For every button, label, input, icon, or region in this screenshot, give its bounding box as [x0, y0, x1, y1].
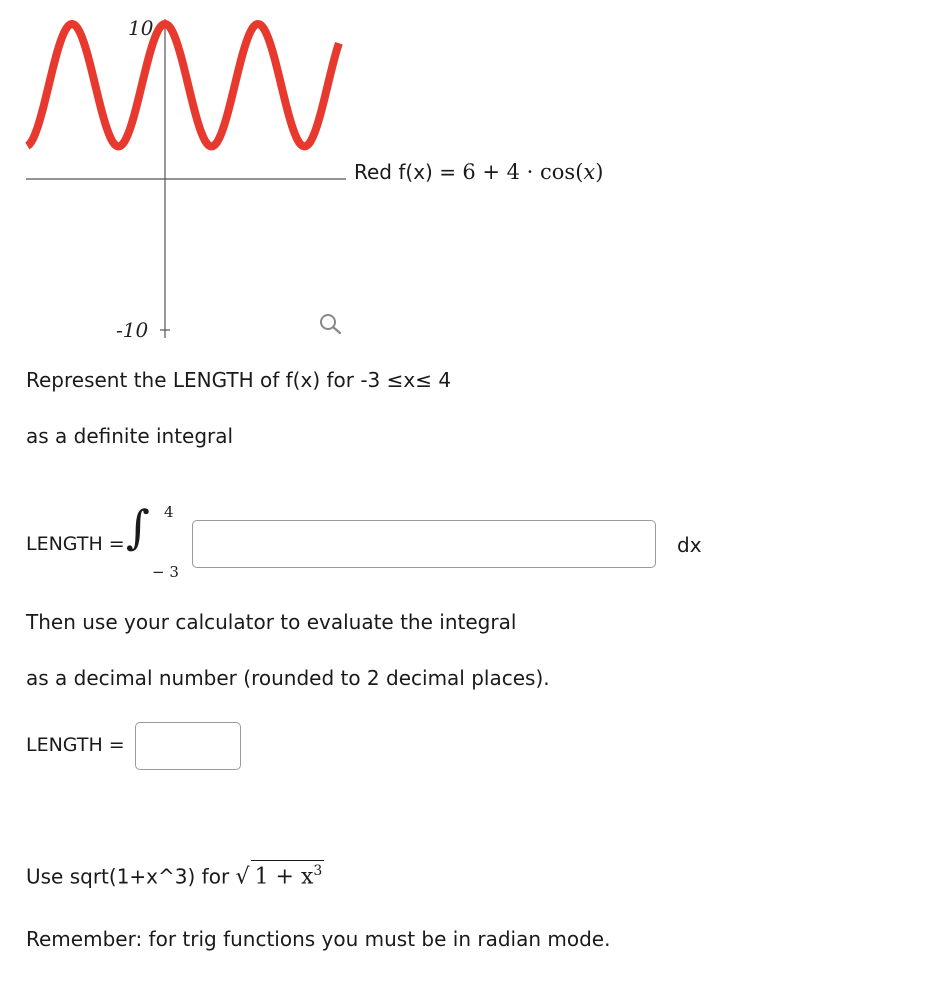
- sqrt-expression: [236, 860, 325, 889]
- red-curve: [27, 24, 339, 146]
- prompt-line-1: Represent the LENGTH of f(x) for -3 ≤x≤ 4: [26, 368, 452, 392]
- evaluate-line-1: Then use your calculator to evaluate the integral: [26, 610, 517, 634]
- sqrt-exponent: 3: [313, 863, 323, 879]
- magnifier-icon[interactable]: [318, 312, 346, 338]
- function-graph: [0, 0, 360, 345]
- y-max-label: 10: [128, 16, 154, 40]
- radian-reminder: Remember: for trig functions you must be in radian mode.: [26, 927, 611, 951]
- integral-upper-limit: 4: [164, 503, 174, 521]
- legend-prefix: Red f(x) =: [354, 160, 456, 184]
- sqrt-radicand: 1 + x: [254, 864, 314, 890]
- differential-dx: dx: [677, 533, 702, 557]
- radical-sign: √: [235, 864, 250, 890]
- sqrt-hint: [26, 860, 324, 889]
- evaluate-line-2: as a decimal number (rounded to 2 decimal places).: [26, 666, 550, 690]
- legend-expression: 6 + 4 · cos(x): [462, 160, 604, 184]
- integrand-input[interactable]: [192, 520, 656, 568]
- decimal-answer-input[interactable]: [135, 722, 241, 770]
- graph-legend: [354, 160, 603, 184]
- integral-sign: ∫: [126, 500, 150, 554]
- y-min-label: -10: [116, 318, 149, 342]
- prompt-line-2: as a definite integral: [26, 424, 234, 448]
- integral-length-label: LENGTH =: [26, 533, 125, 555]
- decimal-length-label: LENGTH =: [26, 734, 125, 756]
- sqrt-hint-text: Use sqrt(1+x^3) for: [26, 864, 230, 889]
- integral-lower-limit: − 3: [152, 563, 179, 581]
